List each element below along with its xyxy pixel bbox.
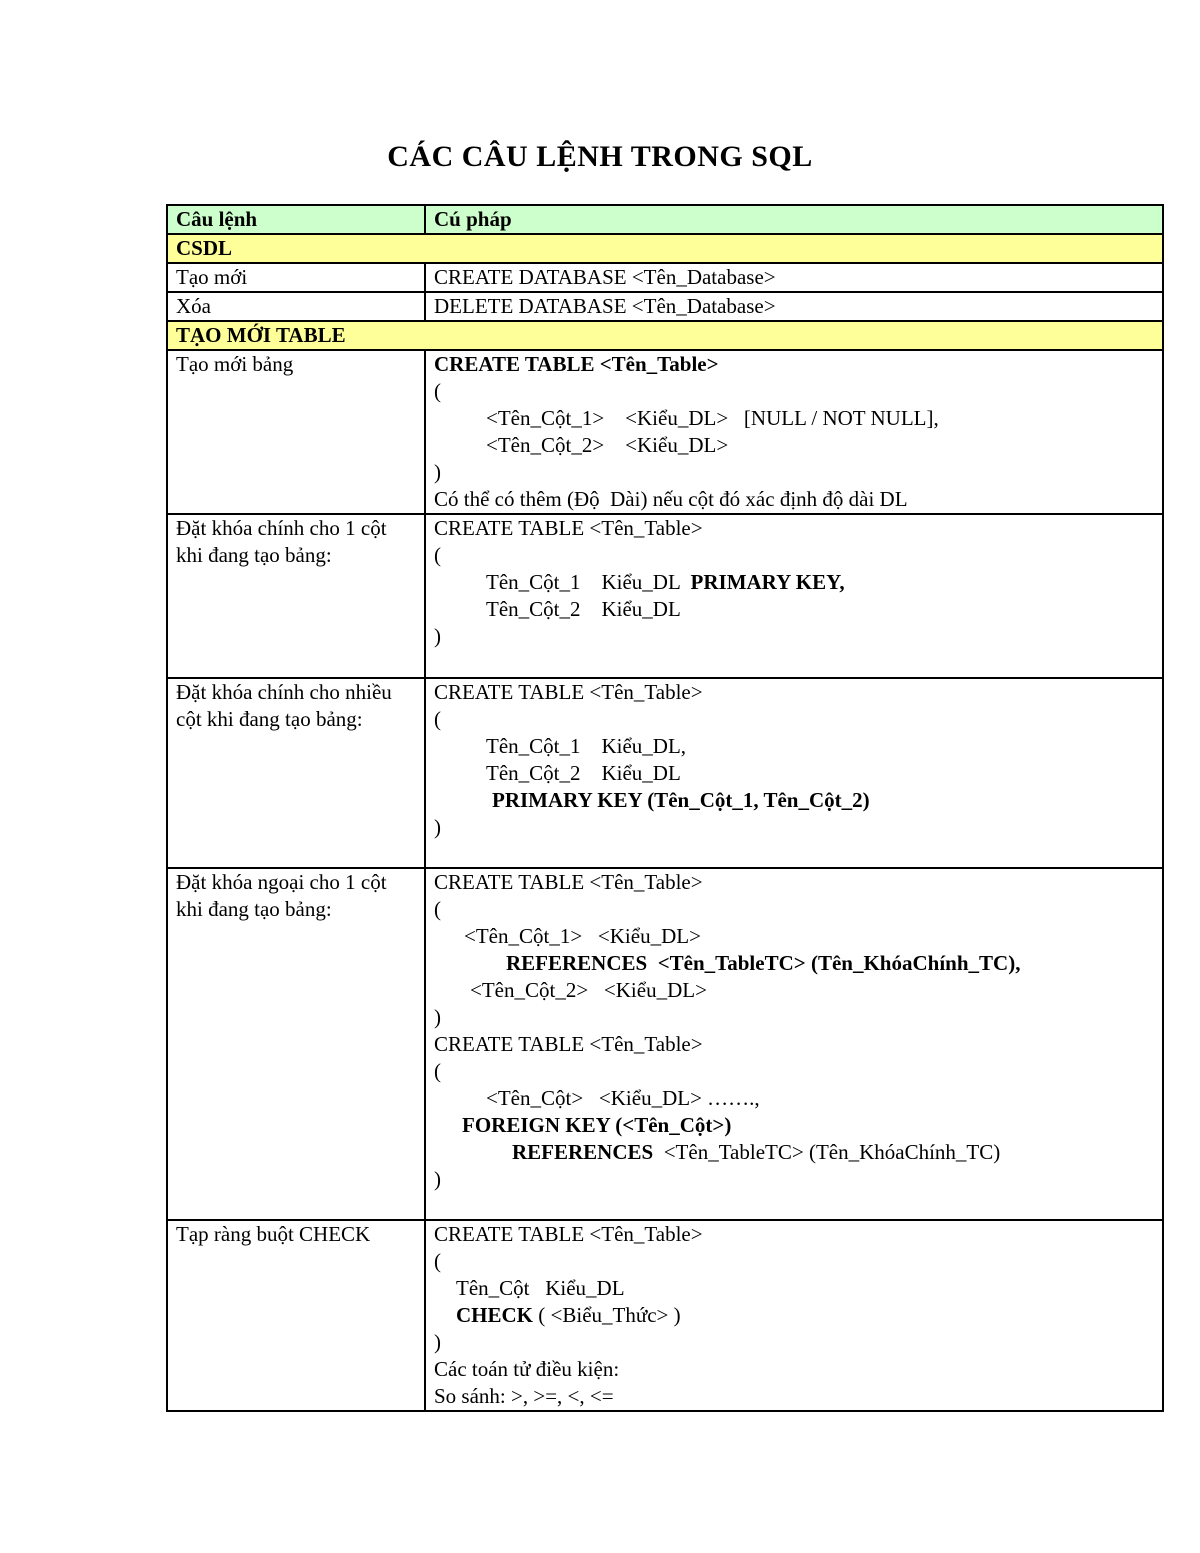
syntax-keyword: CHECK xyxy=(456,1303,534,1327)
command-label: Đặt khóa chính cho 1 cột khi đang tạo bảng: xyxy=(167,514,425,678)
syntax-keyword: PRIMARY KEY, xyxy=(690,570,845,594)
syntax-note: Các toán tử điều kiện: xyxy=(434,1357,620,1381)
syntax-line: ) xyxy=(434,624,441,648)
syntax-block xyxy=(425,1220,1163,1411)
syntax-line: FOREIGN KEY (<Tên_Cột>) xyxy=(462,1113,732,1137)
syntax-text: CREATE DATABASE <Tên_Database> xyxy=(425,263,1163,292)
command-label: Xóa xyxy=(167,292,425,321)
syntax-line: <Tên_Cột_2> <Kiểu_DL> xyxy=(470,978,707,1002)
syntax-line: ) xyxy=(434,1167,441,1191)
syntax-block xyxy=(425,350,1163,514)
table-header-row xyxy=(167,205,1163,234)
table-row xyxy=(167,514,1163,678)
syntax-block xyxy=(425,868,1163,1220)
syntax-line: Tên_Cột Kiểu_DL xyxy=(456,1276,625,1300)
syntax-line xyxy=(434,1139,1154,1166)
syntax-line xyxy=(434,1302,1154,1329)
syntax-line: ) xyxy=(434,1330,441,1354)
command-label: Tạo mới xyxy=(167,263,425,292)
table-row xyxy=(167,678,1163,868)
syntax-line: ( xyxy=(434,1249,441,1273)
syntax-text: DELETE DATABASE <Tên_Database> xyxy=(425,292,1163,321)
syntax-line: Tên_Cột_1 Kiểu_DL, xyxy=(486,734,687,758)
page-title: CÁC CÂU LỆNH TRONG SQL xyxy=(387,140,813,173)
syntax-line: ) xyxy=(434,1005,441,1029)
table-row xyxy=(167,350,1163,514)
section-create-table: TẠO MỚI TABLE xyxy=(167,321,1163,350)
syntax-line: ( xyxy=(434,1059,441,1083)
syntax-line: <Tên_Cột_2> <Kiểu_DL> xyxy=(486,433,729,457)
syntax-line: CREATE TABLE <Tên_Table> xyxy=(434,1032,703,1056)
syntax-fragment: <Tên_TableTC> (Tên_KhóaChính_TC) xyxy=(653,1140,1001,1164)
syntax-line: CREATE TABLE <Tên_Table> xyxy=(434,516,703,540)
section-row xyxy=(167,234,1163,263)
table-row xyxy=(167,1220,1163,1411)
syntax-note: Có thể có thêm (Độ Dài) nếu cột đó xác định độ dài DL xyxy=(434,487,908,511)
syntax-line: PRIMARY KEY (Tên_Cột_1, Tên_Cột_2) xyxy=(492,788,870,812)
command-label: Tạo mới bảng xyxy=(167,350,425,514)
syntax-line: Tên_Cột_2 Kiểu_DL xyxy=(486,597,681,621)
syntax-block xyxy=(425,678,1163,868)
syntax-fragment: ( <Biểu_Thức> ) xyxy=(533,1303,681,1327)
header-syntax: Cú pháp xyxy=(425,205,1163,234)
syntax-line xyxy=(434,569,1154,596)
sql-commands-table xyxy=(166,204,1164,1412)
syntax-fragment: Tên_Cột_1 Kiểu_DL xyxy=(486,570,691,594)
syntax-line: ) xyxy=(434,460,441,484)
syntax-line: <Tên_Cột_1> <Kiểu_DL> [NULL / NOT NULL], xyxy=(486,406,939,430)
syntax-line: <Tên_Cột_1> <Kiểu_DL> xyxy=(464,924,701,948)
syntax-line: ) xyxy=(434,815,441,839)
syntax-line: CREATE TABLE <Tên_Table> xyxy=(434,870,703,894)
command-label: Đặt khóa ngoại cho 1 cột khi đang tạo bảng: xyxy=(167,868,425,1220)
syntax-line: ( xyxy=(434,543,441,567)
table-row xyxy=(167,292,1163,321)
command-label: Tạp ràng buột CHECK xyxy=(167,1220,425,1411)
syntax-line: Tên_Cột_2 Kiểu_DL xyxy=(486,761,681,785)
section-csdl: CSDL xyxy=(167,234,1163,263)
syntax-line: ( xyxy=(434,897,441,921)
table-row xyxy=(167,263,1163,292)
syntax-line: <Tên_Cột> <Kiểu_DL> ……., xyxy=(486,1086,760,1110)
table-row xyxy=(167,868,1163,1220)
syntax-block xyxy=(425,514,1163,678)
syntax-line: CREATE TABLE <Tên_Table> xyxy=(434,680,703,704)
syntax-line: CREATE TABLE <Tên_Table> xyxy=(434,1222,703,1246)
section-row xyxy=(167,321,1163,350)
syntax-line: REFERENCES <Tên_TableTC> (Tên_KhóaChính_TC), xyxy=(506,951,1021,975)
command-label: Đặt khóa chính cho nhiều cột khi đang tạo bảng: xyxy=(167,678,425,868)
syntax-line: ( xyxy=(434,707,441,731)
syntax-keyword: REFERENCES xyxy=(512,1140,654,1164)
header-command: Câu lệnh xyxy=(167,205,425,234)
syntax-line: ( xyxy=(434,379,441,403)
syntax-note: So sánh: >, >=, <, <= xyxy=(434,1384,614,1408)
syntax-line: CREATE TABLE <Tên_Table> xyxy=(434,352,719,376)
